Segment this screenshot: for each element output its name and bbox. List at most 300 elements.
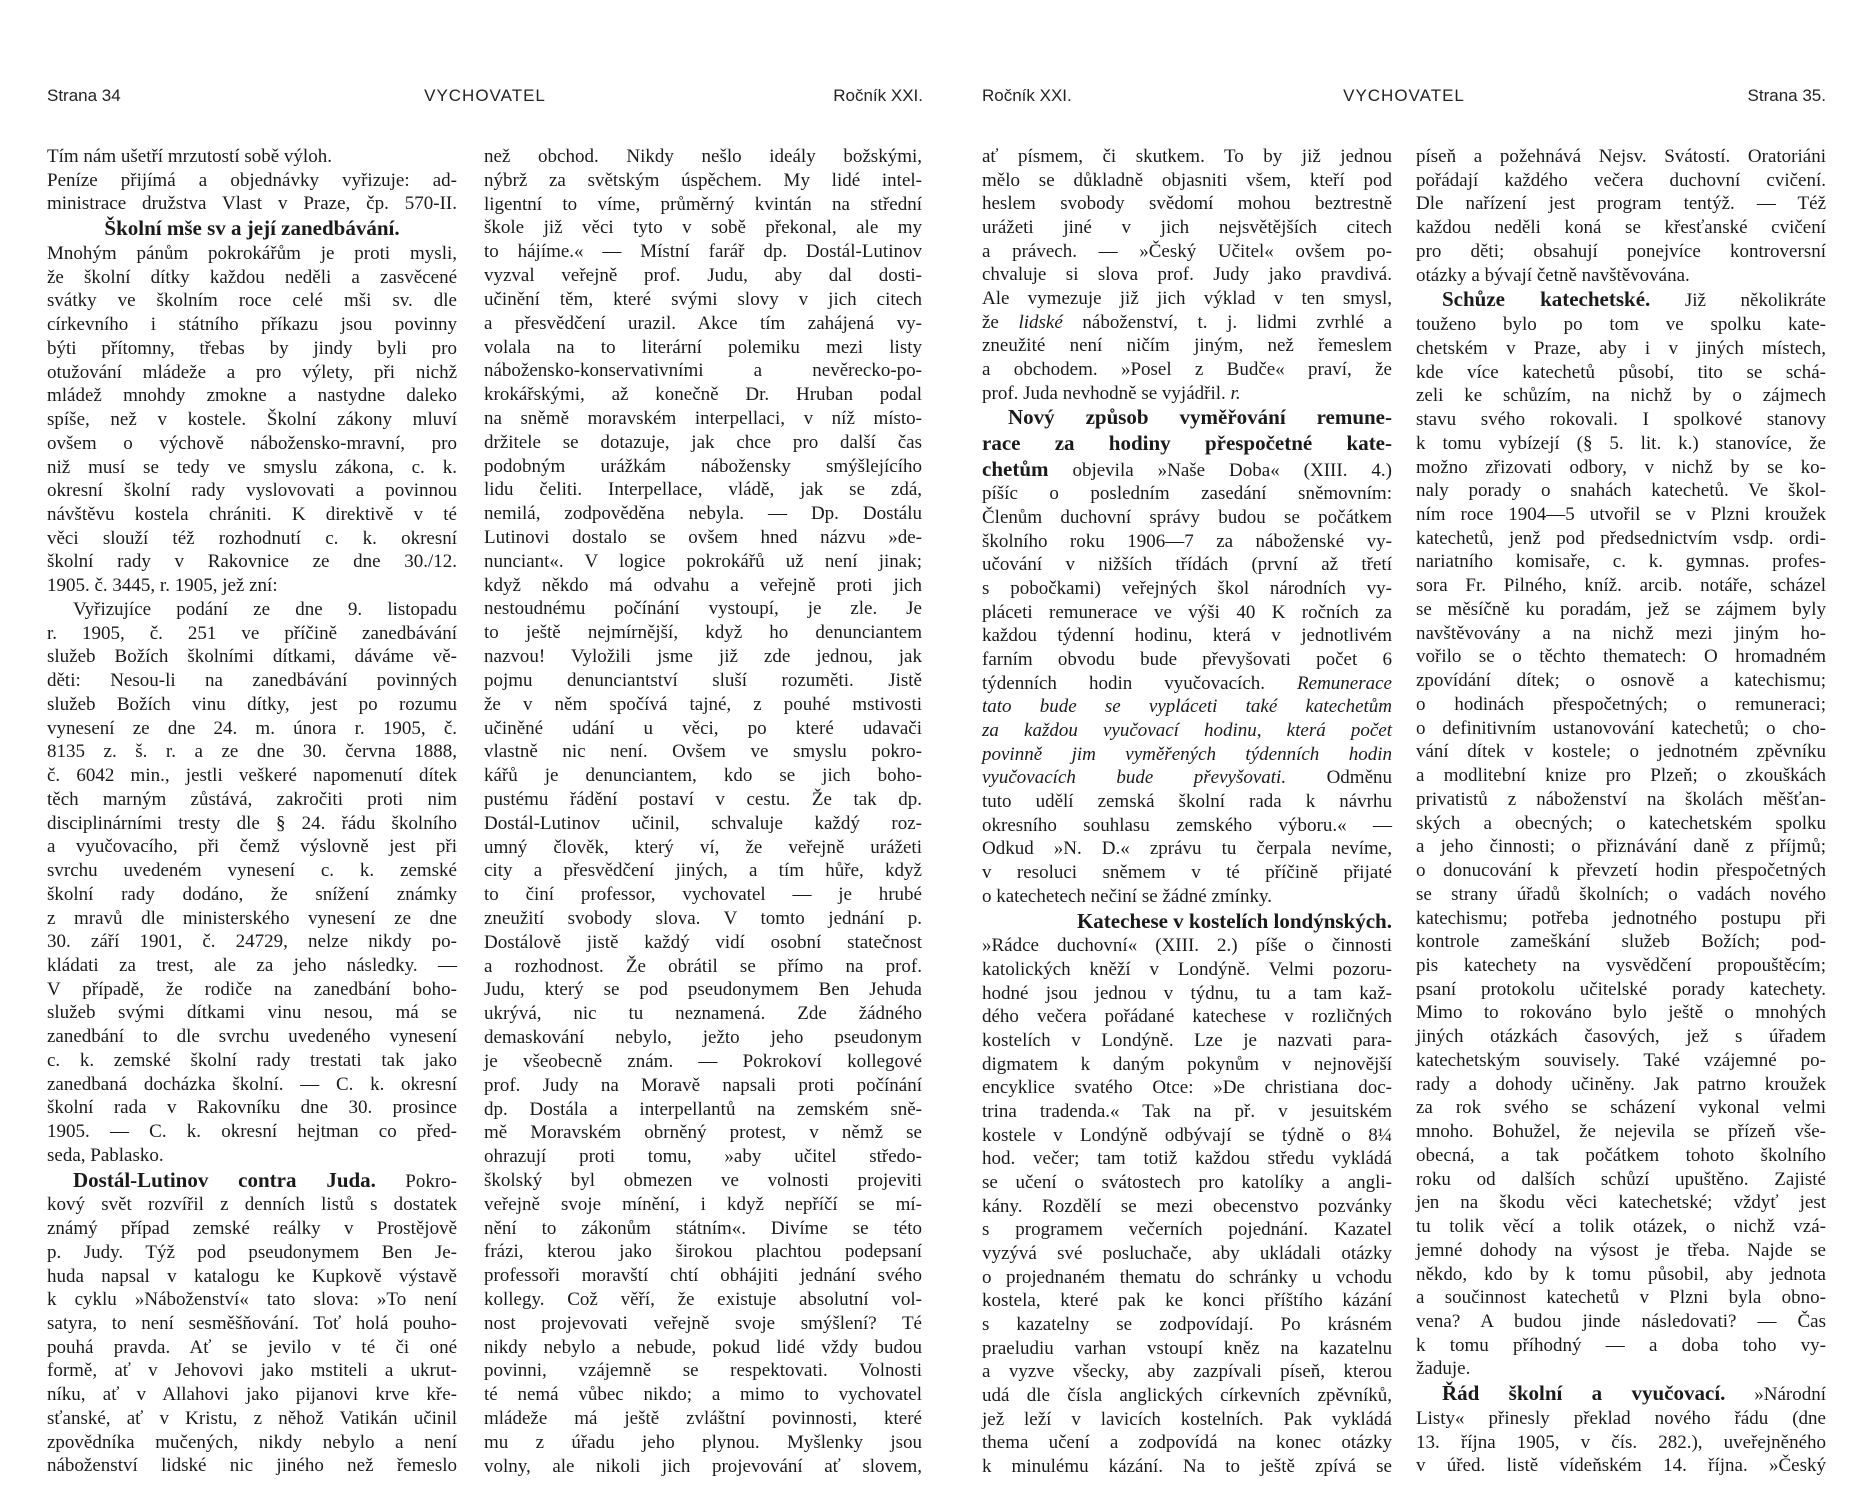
section-heading: Dostál-Lutinov contra Juda. bbox=[73, 1167, 376, 1192]
text-line bbox=[484, 456, 922, 478]
text-line bbox=[484, 1456, 922, 1478]
body-text: »Národní bbox=[1725, 1384, 1827, 1406]
body-text: hod. večer; tam totiž každou středu vykládá bbox=[982, 1148, 1392, 1170]
text-line bbox=[1416, 860, 1826, 882]
body-text: Judu, který se pod pseudonymem Ben Jehuda bbox=[484, 979, 922, 1001]
text-line bbox=[47, 457, 457, 479]
text-line bbox=[484, 1194, 922, 1216]
journal-title: VYCHOVATEL bbox=[424, 86, 546, 105]
text-line bbox=[1416, 1408, 1826, 1430]
text-line bbox=[1416, 1074, 1826, 1096]
text-line bbox=[1416, 1097, 1826, 1119]
text-line bbox=[484, 1289, 922, 1311]
text-line bbox=[484, 1432, 922, 1454]
body-text: ohrazují proti tomu, »aby učitel středo- bbox=[484, 1146, 922, 1168]
body-text: podobným urážkám nábožensky smýšlejícího bbox=[484, 455, 922, 477]
text-line bbox=[484, 1003, 922, 1025]
body-text: trina tradenda.« Tak na př. v jesuitském bbox=[982, 1100, 1392, 1122]
text-line bbox=[982, 1243, 1392, 1265]
page-number: Strana 35. bbox=[1747, 86, 1826, 105]
text-line bbox=[982, 935, 1392, 957]
body-text: sora Fr. Pilného, kníž. arcib. notáře, scházel bbox=[1416, 575, 1826, 597]
text-line bbox=[484, 932, 922, 954]
text-line bbox=[1416, 718, 1826, 740]
body-text: nestoudnému počínání vystoupí, je zle. Je bbox=[484, 598, 922, 620]
text-line bbox=[1416, 836, 1826, 858]
text-line bbox=[1416, 765, 1826, 787]
text-line bbox=[484, 432, 922, 454]
body-text: pláceti remunerace ve výši 40 K ročních za bbox=[982, 601, 1392, 623]
body-text: stavu svého rokovali. I spolkové stanovy bbox=[1416, 409, 1826, 431]
text-line bbox=[484, 1051, 922, 1073]
text-line bbox=[47, 1455, 457, 1477]
text-line bbox=[982, 602, 1392, 624]
text-line bbox=[1416, 1264, 1826, 1286]
body-text: thema učení a zodpovídá na konec otázky bbox=[982, 1432, 1392, 1454]
running-header-right-page bbox=[982, 86, 1826, 110]
body-text: zanedbaná docházka školní. — C. k. okresní bbox=[47, 1073, 457, 1095]
body-text: když někdo má odvahu a veřejně proti jich bbox=[484, 574, 922, 596]
text-line bbox=[982, 1006, 1392, 1028]
body-text: vání dítek v kostele; o jednotném zpěvníku bbox=[1416, 741, 1826, 763]
body-text: a rozhodnost. Že obrátil se přímo na prof. bbox=[484, 955, 922, 977]
body-text: jiných otázkách časových, jež s úřadem bbox=[1416, 1026, 1826, 1048]
text-line bbox=[47, 623, 457, 645]
body-text: děti: Nesou-li na zanedbávání povinných bbox=[47, 670, 457, 692]
text-line bbox=[1416, 1358, 1826, 1380]
text-line bbox=[47, 1050, 457, 1072]
text-line bbox=[484, 1384, 922, 1406]
body-text: školního roku 1906—7 za náboženské vy- bbox=[982, 530, 1392, 552]
body-text: o projednaném thematu do schránky u vchodu bbox=[982, 1266, 1392, 1288]
text-line bbox=[484, 146, 922, 168]
text-line bbox=[982, 217, 1392, 239]
text-line bbox=[47, 1074, 457, 1096]
section-heading-line bbox=[982, 458, 1392, 482]
body-text: zanedbání to dle svrchu uvedeného vynesení bbox=[47, 1026, 457, 1048]
italic-text: r. bbox=[1230, 382, 1241, 404]
body-text: a vyučovacího, při čemž výslovně jest při bbox=[47, 836, 457, 858]
body-text: Pokro- bbox=[375, 1170, 457, 1192]
text-line bbox=[47, 979, 457, 1001]
italic-text: povinně jim vyměřených týdenních hodin bbox=[982, 743, 1392, 765]
text-line bbox=[47, 1313, 457, 1335]
section-heading: Řád školní a vyučovací. bbox=[1442, 1381, 1726, 1406]
text-line bbox=[1416, 694, 1826, 716]
body-text: s kazatelny se zodpovídají. Po krásném bbox=[982, 1313, 1392, 1335]
body-text: Lutinovi dostalo se ovšem hned názvu »de- bbox=[484, 527, 922, 548]
text-line bbox=[1416, 1240, 1826, 1262]
text-line bbox=[1416, 362, 1826, 384]
text-line bbox=[982, 1101, 1392, 1123]
text-line bbox=[982, 959, 1392, 981]
section-heading-line bbox=[47, 217, 457, 241]
italic-text: lidské bbox=[1018, 311, 1063, 333]
body-text: školní rady v Rakovnice ze dne 30./12. bbox=[47, 551, 457, 573]
body-text: v resoluci sněmem v té příčině přijaté bbox=[982, 862, 1392, 884]
body-text: ských a obecných; o katechetském spolku bbox=[1416, 812, 1826, 834]
body-text: vlastně nic není. Ovšem ve smyslu pokro- bbox=[484, 741, 922, 763]
text-line bbox=[484, 1337, 922, 1359]
text-line bbox=[47, 670, 457, 692]
text-line bbox=[982, 1172, 1392, 1194]
text-line bbox=[484, 551, 922, 573]
text-line bbox=[1416, 813, 1826, 835]
text-line bbox=[982, 815, 1392, 837]
text-line bbox=[484, 1360, 922, 1382]
text-line bbox=[484, 1313, 922, 1335]
text-line bbox=[484, 979, 922, 1001]
body-text: prof. Judy na Moravě napsali proti počínání bbox=[484, 1074, 922, 1096]
text-line bbox=[1416, 314, 1826, 336]
text-line bbox=[1416, 193, 1826, 215]
body-text: než obchod. Nikdy nešlo ideály božskými, bbox=[484, 146, 922, 167]
text-line bbox=[1416, 1050, 1826, 1072]
text-line bbox=[1416, 1455, 1826, 1477]
body-text: nariatního komisaře, c. k. gymnas. profes- bbox=[1416, 551, 1826, 573]
body-text: r. 1905, č. 251 ve příčině zanedbávání bbox=[47, 622, 457, 644]
body-text: učinění těm, které svými slovy v jich citech bbox=[484, 288, 922, 310]
text-line bbox=[1416, 1026, 1826, 1048]
text-line bbox=[982, 1290, 1392, 1312]
body-text: Mnohým pánům pokrokářům je proti mysli, bbox=[47, 242, 457, 264]
body-text: škole již věci tyto v sobě překonal, ale my bbox=[484, 217, 922, 239]
text-line bbox=[982, 483, 1392, 505]
body-text: nýbrž za světským úspěchem. My lidé intel- bbox=[484, 169, 922, 191]
body-text: ovšem o výchově nábožensko-mravní, pro bbox=[47, 432, 457, 454]
body-text: kářů je denunciantem, kdo se jich boho- bbox=[484, 765, 922, 787]
body-text: p. Judy. Týž pod pseudonymem Ben Je- bbox=[47, 1241, 457, 1263]
body-text: někdo, kdo by k tomu působil, aby jednota bbox=[1416, 1263, 1826, 1285]
text-line bbox=[484, 527, 922, 549]
body-text: a modlitební knize pro Plzeň; o zkouškách bbox=[1416, 765, 1826, 787]
text-line bbox=[982, 1267, 1392, 1289]
text-line bbox=[982, 193, 1392, 215]
body-text: kostela, které pak ke konci příštího kázání bbox=[982, 1290, 1392, 1312]
text-line bbox=[1416, 955, 1826, 977]
body-text: návštěvu kostela chrániti. K direktivě v té bbox=[47, 504, 457, 526]
text-line bbox=[47, 836, 457, 858]
body-text: o katechetech nečiní se žádné zmínky. bbox=[982, 885, 1272, 907]
text-line bbox=[1416, 265, 1826, 287]
body-text: Dle nařízení jest program tentýž. — Též bbox=[1416, 193, 1826, 215]
body-text: žaduje. bbox=[1416, 1358, 1471, 1380]
text-line bbox=[982, 1219, 1392, 1241]
body-text: mu z úřadu jeho plynou. Myšlenky jsou bbox=[484, 1431, 922, 1453]
body-text: níku, ať v Allahovi jako pijanovi krve kře- bbox=[47, 1384, 457, 1406]
text-line bbox=[484, 1218, 922, 1240]
body-text: katechismu; potřeba jednotného postupu při bbox=[1416, 907, 1826, 929]
body-text: 1905. č. 3445, r. 1905, jež zní: bbox=[47, 575, 278, 597]
body-text: s pobočkami) veřejných škol národních vy- bbox=[982, 578, 1392, 600]
body-text: píšíc o posledním zasedání sněmovním: bbox=[982, 483, 1392, 505]
text-line bbox=[484, 313, 922, 335]
text-line bbox=[47, 1218, 457, 1240]
body-text: chvaluje si slova prof. Judy jako pravdivá. bbox=[982, 264, 1392, 286]
text-line bbox=[484, 1146, 922, 1168]
section-heading-line bbox=[982, 406, 1392, 430]
body-text: otužování mládeže a pro výlety, při nichž bbox=[47, 361, 457, 383]
text-line bbox=[47, 1002, 457, 1024]
body-text: urážeti jiné v jich nejsvětějších citech bbox=[982, 217, 1392, 239]
text-line bbox=[484, 598, 922, 620]
text-line bbox=[982, 1148, 1392, 1170]
text-line bbox=[1416, 146, 1826, 168]
text-line bbox=[47, 1384, 457, 1406]
text-line bbox=[484, 1027, 922, 1049]
section-heading: Schůze katechetské. bbox=[1442, 287, 1651, 312]
body-text: kový svět rozvířil z denních listů s dostatek bbox=[47, 1194, 457, 1216]
body-text: farním obvodu bude převyšovati počet 6 bbox=[982, 649, 1392, 671]
text-line bbox=[982, 625, 1392, 647]
text-line bbox=[47, 718, 457, 740]
text-line bbox=[47, 385, 457, 407]
body-text: Členům duchovní správy budou se počátkem bbox=[982, 507, 1392, 529]
body-text: možno zřizovati odbory, v nichž by se ko- bbox=[1416, 456, 1826, 478]
text-line bbox=[47, 931, 457, 953]
body-text: je všeobecně znám. — Pokrokoví kollegové bbox=[484, 1050, 922, 1072]
body-text: a přesvědčení urazil. Akce tím zahájená vy- bbox=[484, 312, 922, 334]
text-line bbox=[484, 265, 922, 287]
body-text: mě Moravském obrněný protest, v němž se bbox=[484, 1122, 922, 1144]
body-text: k tomu příhodný — a doba toho vy- bbox=[1416, 1334, 1826, 1356]
body-text: kládati za trest, ale za jeho následky. — bbox=[47, 954, 457, 976]
text-line bbox=[484, 670, 922, 692]
body-text: lidu čeliti. Interpellace, vládě, jak se zdá, bbox=[484, 479, 922, 501]
body-text: těch marným zůstává, zakročiti proti nim bbox=[47, 788, 457, 810]
text-line bbox=[982, 1196, 1392, 1218]
text-line bbox=[47, 789, 457, 811]
body-text: encyklice svatého Otce: »De christiana doc- bbox=[982, 1077, 1392, 1099]
body-text: to ještě nejmírnější, když ho denunciantem bbox=[484, 622, 922, 644]
body-text: volala na to literární polemiku mezi listy bbox=[484, 336, 922, 358]
body-text: o donucování k převzetí hodin přespočetných bbox=[1416, 860, 1826, 882]
text-line bbox=[484, 789, 922, 811]
body-text: mnoho. Bohužel, že nejevila se přízeň vše- bbox=[1416, 1121, 1826, 1143]
text-line bbox=[484, 860, 922, 882]
body-text: prof. Juda nevhodně se vyjádřil. bbox=[982, 382, 1231, 404]
body-text: jež leží v lavicích kostelních. Pak vykládá bbox=[982, 1408, 1392, 1430]
body-text: služeb Božích vinu dítky, jest po rozumu bbox=[47, 693, 457, 715]
body-text: a právech. — »Český Učitel« ovšem po- bbox=[982, 240, 1392, 262]
body-text: z mravů dle ministerského vynesení ze dne bbox=[47, 907, 457, 929]
body-text: nost projevovati veřejně svoje smýšlení? Té bbox=[484, 1312, 922, 1334]
text-line bbox=[47, 528, 457, 550]
text-line bbox=[47, 1242, 457, 1264]
text-line bbox=[47, 504, 457, 526]
text-line bbox=[47, 1408, 457, 1430]
text-line bbox=[982, 241, 1392, 263]
text-line bbox=[982, 1385, 1392, 1407]
text-line bbox=[47, 362, 457, 384]
body-text: hodné jsou jednou v týdnu, tu a tam kaž- bbox=[982, 982, 1392, 1004]
text-line bbox=[982, 170, 1392, 192]
body-text: ligentní to víme, průměrný kvintán na střední bbox=[484, 193, 922, 215]
text-line bbox=[484, 741, 922, 763]
text-line bbox=[1416, 1311, 1826, 1333]
body-text: okresní školní rady vyslovovati a povinnou bbox=[47, 480, 457, 502]
body-text: služeb Božích školními dítkami, dáváme vě- bbox=[47, 646, 457, 668]
text-line bbox=[1416, 457, 1826, 479]
body-text: katolických kněží v Londýně. Velmi pozoru- bbox=[982, 958, 1392, 980]
text-line bbox=[47, 1337, 457, 1359]
text-line bbox=[1416, 884, 1826, 906]
text-line bbox=[1416, 789, 1826, 811]
body-text: mělo se důkladně objasniti všem, kteří pod bbox=[982, 169, 1392, 191]
text-line bbox=[1416, 646, 1826, 668]
text-line bbox=[484, 479, 922, 501]
text-line bbox=[1416, 670, 1826, 692]
text-line bbox=[982, 146, 1392, 168]
body-text: Dostál-Lutinov učinil, schvaluje každý roz- bbox=[484, 812, 922, 834]
text-line bbox=[982, 1125, 1392, 1147]
body-text: Vyřizujíce podání ze dne 9. listopadu bbox=[73, 598, 457, 620]
body-text: školský byl obmezen ve volnosti projeviti bbox=[484, 1169, 922, 1191]
section-heading: Nový způsob vyměřování remune- bbox=[1008, 405, 1392, 430]
text-line bbox=[484, 813, 922, 835]
body-text: zneužití svobody slova. V tomto jednání p. bbox=[484, 908, 922, 929]
text-line bbox=[484, 575, 922, 597]
text-line bbox=[47, 1289, 457, 1311]
body-text: Tím nám ušetří mrzutostí sobě výloh. bbox=[47, 146, 332, 167]
body-text: to činí professor, vychovatel — je hrubé bbox=[484, 884, 922, 906]
text-line bbox=[47, 575, 457, 597]
text-line bbox=[47, 955, 457, 977]
body-text: nemilá, zodpověděna nebyla. — Dp. Dostálu bbox=[484, 503, 922, 525]
page-number: Strana 34 bbox=[47, 86, 121, 105]
text-line bbox=[982, 862, 1392, 884]
body-text: otázky a bývají četně navštěvována. bbox=[1416, 264, 1690, 286]
text-line bbox=[47, 1097, 457, 1119]
text-line bbox=[982, 720, 1392, 742]
volume-label: Ročník XXI. bbox=[833, 86, 923, 105]
body-text: zneužité není ničím jiným, než řemeslem bbox=[982, 335, 1392, 357]
body-text: ať písmem, či skutkem. To by již jednou bbox=[982, 146, 1392, 167]
text-line bbox=[47, 290, 457, 312]
body-text: pořádají každého večera duchovní cvičení. bbox=[1416, 169, 1826, 191]
body-text: dp. Dostála a interpellantů na zemském sně- bbox=[484, 1098, 922, 1120]
body-text: nunciant«. V logice pokrokářů už není jinak; bbox=[484, 550, 922, 572]
body-text: obecná, a tak počátkem tohoto školního bbox=[1416, 1144, 1826, 1166]
text-line bbox=[982, 1077, 1392, 1099]
text-line bbox=[1416, 528, 1826, 550]
text-column-2 bbox=[484, 146, 922, 1478]
volume-label: Ročník XXI. bbox=[982, 86, 1072, 105]
text-line bbox=[47, 193, 457, 215]
body-text: katechetským souvisely. Také vzájemné po- bbox=[1416, 1049, 1826, 1071]
body-text: satyra, to není sesměšňování. Toť holá pouho- bbox=[47, 1312, 457, 1334]
body-text: privatistů z náboženství na školách měšťan- bbox=[1416, 788, 1826, 810]
text-line bbox=[982, 1030, 1392, 1052]
journal-title: VYCHOVATEL bbox=[1343, 86, 1465, 105]
body-text: kontrole zameškání služeb Božích; pod- bbox=[1416, 931, 1826, 953]
body-text: »Rádce duchovní« (XIII. 2.) píše o činnosti bbox=[982, 935, 1392, 957]
body-text: mládež mnohdy zmokne a nastydne daleko bbox=[47, 385, 457, 407]
body-text: nikdy nebylo a nebude, pokud lidé vždy budou bbox=[484, 1336, 922, 1358]
section-heading: Školní mše sv a její zanedbávání. bbox=[104, 216, 400, 241]
text-line bbox=[1416, 1287, 1826, 1309]
italic-text: tato bude se vypláceti také katechetům bbox=[982, 696, 1392, 718]
body-text: nazvou! Vyložili jsme již zde jednou, jak bbox=[484, 646, 922, 668]
body-text: 1905. — C. k. okresní hejtman co před- bbox=[47, 1121, 457, 1143]
text-line bbox=[982, 383, 1392, 405]
body-text: a jeho činnosti; o přiznávání daně z příjmů; bbox=[1416, 836, 1826, 858]
text-line bbox=[47, 480, 457, 502]
body-text: navštěvovány a na nichž mezi jiným ho- bbox=[1416, 622, 1826, 644]
body-text: Ale vymezuje již jich výklad v ten smysl, bbox=[982, 288, 1392, 310]
text-line bbox=[484, 241, 922, 263]
text-line bbox=[484, 217, 922, 239]
body-text: umný člověk, který ví, že veřejně urážeti bbox=[484, 836, 922, 858]
text-line bbox=[1416, 1432, 1826, 1454]
body-text: sťanské, ať v Kristu, z něhož Vatikán učinil bbox=[47, 1407, 457, 1429]
text-line bbox=[47, 170, 457, 192]
text-line bbox=[47, 908, 457, 930]
text-line bbox=[484, 337, 922, 359]
text-line bbox=[982, 696, 1392, 718]
text-line bbox=[1416, 217, 1826, 239]
body-text: Odměnu bbox=[1286, 767, 1393, 789]
body-text: 30. září 1901, č. 24729, nelze nikdy po- bbox=[47, 931, 457, 953]
text-line bbox=[484, 718, 922, 740]
body-text: zpovědníka mučených, nikdy nebylo a není bbox=[47, 1431, 457, 1453]
body-text: a součinnost katechetů v Plzni byla obno- bbox=[1416, 1287, 1826, 1309]
body-text: týdenních hodin vyučovacích. bbox=[982, 672, 1298, 694]
text-line bbox=[1416, 409, 1826, 431]
text-line bbox=[47, 646, 457, 668]
body-text: píseň a požehnává Nejsv. Svátostí. Oratoriáni bbox=[1416, 146, 1826, 167]
body-text: Již několikráte bbox=[1650, 290, 1826, 312]
body-text: Odkud »N. D.« zprávu tu čerpala nevíme, bbox=[982, 838, 1392, 860]
body-text: býti přítomny, třebas by jindy byli pro bbox=[47, 337, 457, 359]
body-text: držitele se dotazuje, jak chce pro další čas bbox=[484, 431, 922, 453]
text-line bbox=[982, 983, 1392, 1005]
body-text: demaskování nebylo, ježto jeho pseudonym bbox=[484, 1027, 922, 1049]
text-line bbox=[982, 312, 1392, 334]
body-text: učiněné udání u věci, po které udavači bbox=[484, 717, 922, 739]
body-text: k minulému kázání. Na to ještě zpívá se bbox=[982, 1455, 1392, 1477]
body-text: že školní dítky každou neděli a zasvěcené bbox=[47, 266, 457, 288]
body-text: 8135 z. š. r. a ze dne 30. června 1888, bbox=[47, 741, 457, 763]
body-text: každou týdenní hodinu, která v jednotlivém bbox=[982, 625, 1392, 647]
text-line bbox=[982, 1432, 1392, 1454]
body-text: heslem svobody svědomí mohou beztrestně bbox=[982, 193, 1392, 215]
text-line bbox=[1416, 170, 1826, 192]
text-line bbox=[484, 1075, 922, 1097]
text-line bbox=[47, 409, 457, 431]
text-line bbox=[982, 335, 1392, 357]
body-text: v úřed. listě vídeňském 14. října. »Český bbox=[1416, 1455, 1826, 1477]
text-line bbox=[47, 433, 457, 455]
section-heading-line bbox=[982, 910, 1392, 934]
text-line bbox=[982, 1361, 1392, 1383]
body-text: pouhá pravda. Ať se jevilo v té či oné bbox=[47, 1336, 457, 1358]
text-line bbox=[982, 886, 1392, 908]
body-text: veřejně svoje mínění, i když nepříčí se mí- bbox=[484, 1193, 922, 1215]
body-text: pis katechety na vysvědčení propouštěcím; bbox=[1416, 954, 1826, 976]
text-line bbox=[982, 531, 1392, 553]
text-line bbox=[1416, 1145, 1826, 1167]
body-text: kde více katechetů působí, tito se schá- bbox=[1416, 361, 1826, 383]
body-text: katechetů, jenž pod předsednictvím vsdp. ordi- bbox=[1416, 527, 1826, 549]
text-line bbox=[982, 767, 1392, 789]
text-column-1 bbox=[47, 146, 457, 1478]
body-text: že v něm spočívá tajné, z pouhé mstivosti bbox=[484, 693, 922, 715]
text-line bbox=[47, 813, 457, 835]
text-line bbox=[982, 1409, 1392, 1431]
text-line bbox=[47, 599, 457, 621]
text-line bbox=[1416, 480, 1826, 502]
